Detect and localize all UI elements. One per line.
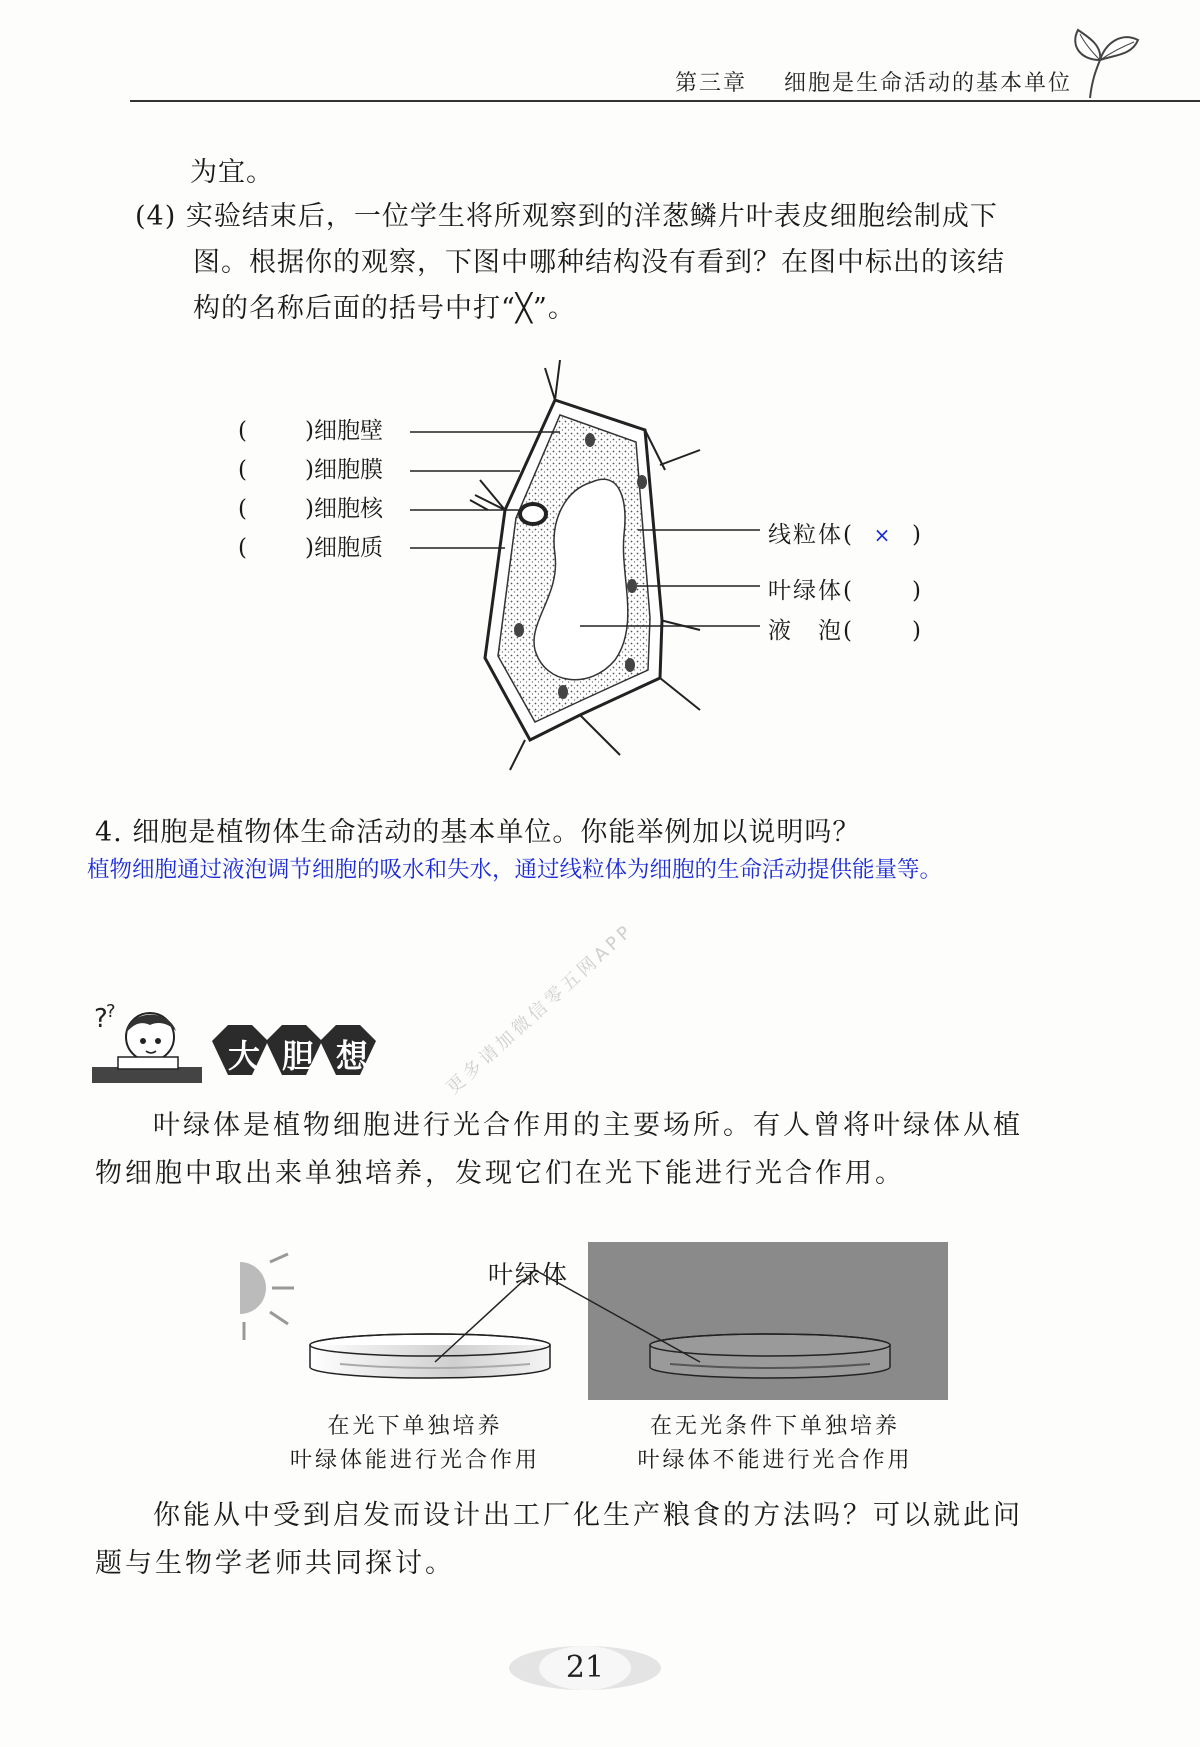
petri-dish-light [310, 1334, 550, 1378]
chloroplast-label: 叶绿体 [488, 1260, 570, 1289]
page-number-badge [505, 1640, 665, 1696]
watermark: 更多请加微信零五网APP [442, 919, 639, 1099]
question-text-3: 构的名称后面的括号中打“╳”。 [193, 293, 576, 324]
question-line-1 [135, 194, 1085, 240]
caption-dark-line-1: 在无光条件下单独培养 [649, 1414, 900, 1439]
caption-dark [610, 1410, 940, 1478]
experiment-illustration [230, 1232, 950, 1402]
caption-dark-line-2: 叶绿体不能进行光合作用 [637, 1448, 913, 1473]
svg-text:?: ? [106, 1001, 116, 1022]
label-text: 叶绿体( [768, 578, 854, 604]
paren-close: ) [304, 535, 314, 561]
para1-line-1: 叶绿体是植物细胞进行光合作用的主要场所。有人曾将叶绿体从植 [153, 1110, 1023, 1141]
label-cell-wall [238, 412, 383, 451]
question-4-sub [135, 194, 1085, 332]
chapter-title: 细胞是生命活动的基本单位 [783, 71, 1072, 96]
header-divider [130, 100, 1200, 102]
label-nucleus [238, 490, 383, 529]
label-cytoplasm [238, 529, 383, 568]
onion-cell-diagram [0, 360, 1200, 780]
question-text-2: 图。根据你的观察，下图中哪种结构没有看到？在图中标出的该结 [193, 247, 1005, 278]
label-text: 液 泡( [768, 618, 854, 644]
label-cell-membrane [238, 451, 383, 490]
caption-light-line-1: 在光下单独培养 [327, 1414, 503, 1439]
paren-open: ( [238, 496, 247, 522]
label-vacuole [768, 612, 923, 645]
section-title [88, 995, 388, 1099]
paren-close: ) [911, 618, 923, 644]
label-text: 细胞质 [313, 535, 383, 561]
section-paragraph-1 [95, 1102, 1085, 1198]
question-text-1: 实验结束后，一位学生将所观察到的洋葱鳞片叶表皮细胞绘制成下 [185, 201, 998, 232]
leaf-icon [1060, 20, 1140, 100]
page-number: 21 [565, 1650, 605, 1685]
section-title-char-1: 大 [227, 1037, 260, 1075]
paren-close: ) [911, 522, 923, 548]
para1-line-2: 物细胞中取出来单独培养，发现它们在光下能进行光合作用。 [95, 1158, 905, 1189]
para2-line-2: 题与生物学老师共同探讨。 [95, 1548, 455, 1579]
paren-close: ) [911, 578, 923, 604]
nucleus [520, 504, 546, 524]
label-text: 细胞膜 [313, 457, 383, 483]
petri-dish-dark [650, 1334, 890, 1378]
section-title-char-3: 想 [335, 1037, 368, 1075]
chapter-number: 第三章 [674, 71, 747, 96]
caption-light [250, 1410, 580, 1478]
para2-line-1: 你能从中受到启发而设计出工厂化生产粮食的方法吗？可以就此问 [153, 1500, 1023, 1531]
paren-open: ( [238, 418, 247, 444]
continued-text: 为宜。 [190, 157, 274, 188]
paren-close: ) [304, 418, 314, 444]
sun-icon [240, 1254, 294, 1340]
svg-text:?: ? [94, 1004, 108, 1034]
section-title-char-2: 胆 [281, 1037, 314, 1075]
answer-mark[interactable]: × [873, 523, 893, 547]
label-text: 细胞壁 [313, 418, 383, 444]
section-paragraph-2 [95, 1492, 1085, 1588]
question-number: (4) [135, 201, 177, 232]
answer-text[interactable]: 植物细胞通过液泡调节细胞的吸水和失水，通过线粒体为细胞的生命活动提供能量等。 [87, 857, 943, 883]
paren-close: ) [304, 457, 314, 483]
chapter-header [675, 66, 1072, 97]
paren-open: ( [238, 457, 247, 483]
question-4: 4. 细胞是植物体生命活动的基本单位。你能举例加以说明吗？ [95, 817, 861, 848]
label-chloroplast [768, 572, 923, 605]
left-label-group [238, 412, 383, 568]
paren-close: ) [304, 496, 314, 522]
label-text: 线粒体( [768, 522, 854, 548]
label-text: 细胞核 [313, 496, 383, 522]
label-mitochondria [768, 516, 923, 549]
caption-light-line-2: 叶绿体能进行光合作用 [289, 1448, 540, 1473]
paren-open: ( [238, 535, 247, 561]
